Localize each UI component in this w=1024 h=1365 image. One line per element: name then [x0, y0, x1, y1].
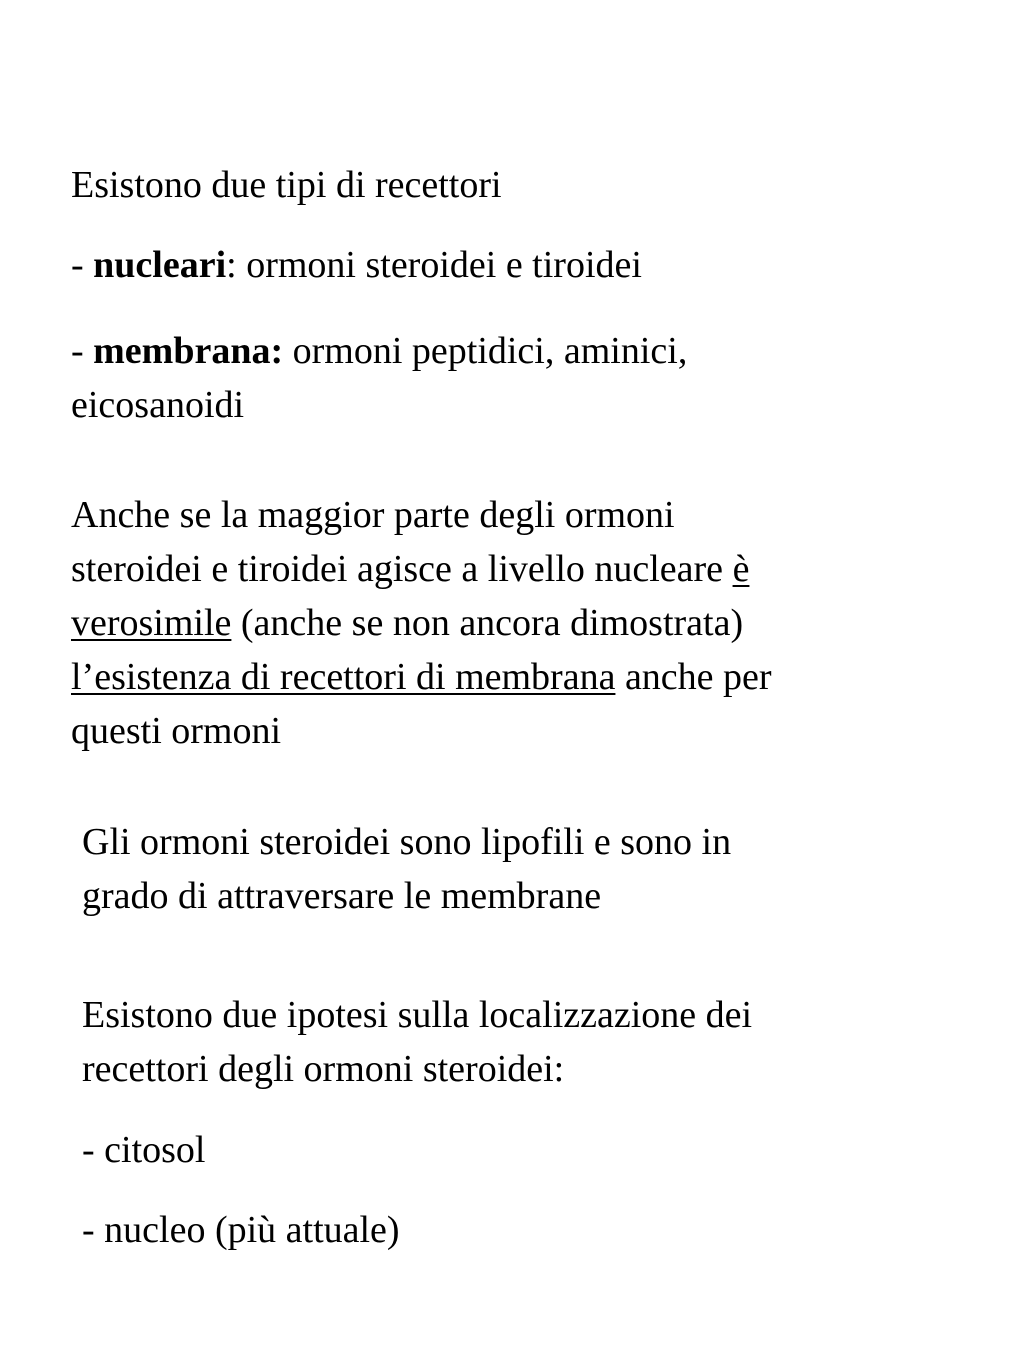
- nuclear-receptors-item: [71, 238, 642, 292]
- paragraph-line-4-text: anche per: [615, 656, 772, 698]
- paragraph-line-4: [71, 650, 772, 704]
- paragraph-line-5: questi ormoni: [71, 710, 282, 752]
- nuclear-description: : ormoni steroidei e tiroidei: [226, 244, 642, 286]
- paragraph-line-1: Anche se la maggior parte degli ormoni: [71, 494, 675, 536]
- steroids-line-2: grado di attraversare le membrane: [82, 875, 602, 917]
- membrane-receptors-item: [71, 324, 687, 432]
- option-cytosol-text: - citosol: [82, 1129, 206, 1171]
- intro-text: Esistono due tipi di recettori: [71, 164, 502, 206]
- membrane-description: ormoni peptidici, aminici,: [283, 330, 688, 372]
- membrane-line-1: [71, 324, 687, 378]
- option-cytosol: [82, 1123, 205, 1177]
- paragraph-line-3: [71, 596, 772, 650]
- nuclear-dash: -: [71, 244, 94, 286]
- hypotheses-line-1: Esistono due ipotesi sulla localizzazione dei: [82, 994, 753, 1036]
- intro-line: [71, 158, 502, 212]
- option-nucleus: [82, 1203, 400, 1257]
- steroid-lipophilic-paragraph: [82, 815, 731, 923]
- option-nucleus-text: - nucleo (più attuale): [82, 1209, 400, 1251]
- paragraph-line-2: [71, 542, 772, 596]
- paragraph-underlined-existence: l’esistenza di recettori di membrana: [71, 656, 616, 698]
- hypotheses-line-2: recettori degli ormoni steroidei:: [82, 1048, 565, 1090]
- membrane-description-line-2: eicosanoidi: [71, 384, 245, 426]
- membrane-dash: -: [71, 330, 94, 372]
- paragraph-underlined-verosimile: verosimile: [71, 602, 232, 644]
- hypotheses-paragraph: [82, 988, 752, 1096]
- membrane-receptor-paragraph: [71, 488, 772, 758]
- membrane-term: membrana:: [93, 330, 284, 372]
- steroids-line-1: Gli ormoni steroidei sono lipofili e sono in: [82, 821, 732, 863]
- paragraph-line-3-text: (anche se non ancora dimostrata): [231, 602, 744, 644]
- paragraph-underlined-e: è: [732, 548, 750, 590]
- nuclear-term: nucleari: [93, 244, 227, 286]
- paragraph-line-2-text: steroidei e tiroidei agisce a livello nucleare: [71, 548, 733, 590]
